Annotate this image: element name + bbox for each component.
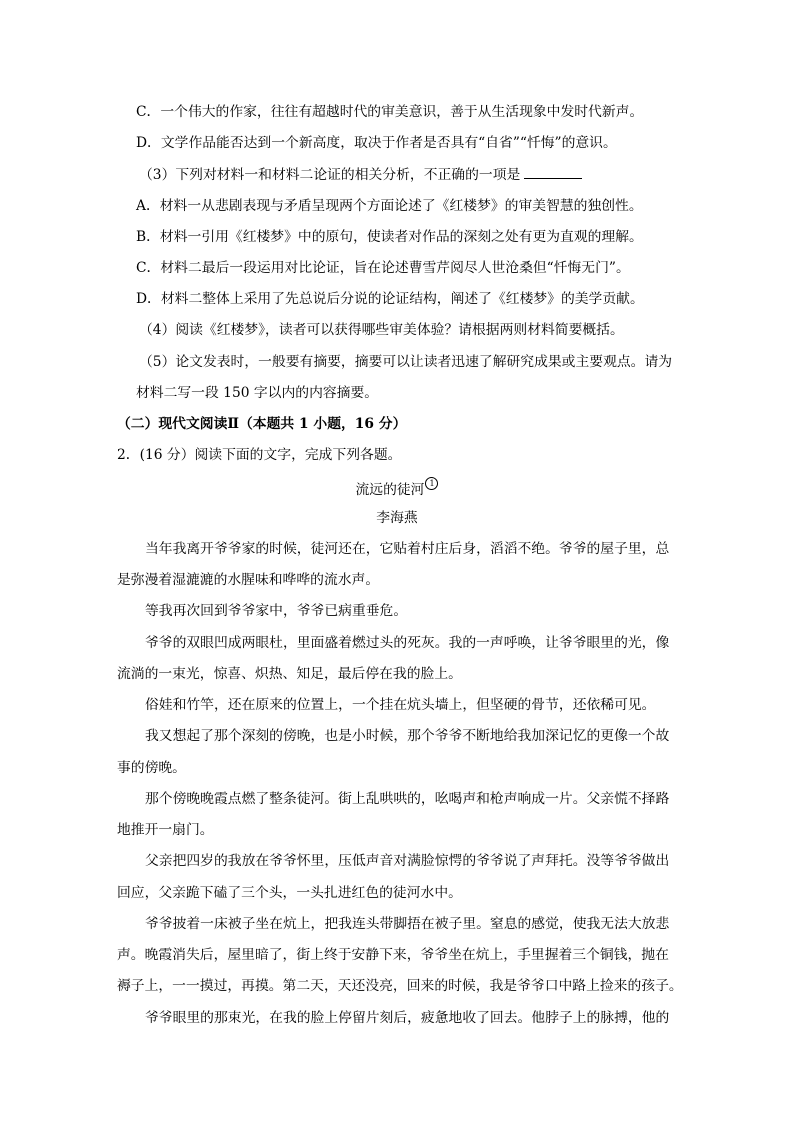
- story-line: 事的傍晚。: [117, 760, 186, 776]
- story-line: 父亲把四岁的我放在爷爷怀里，压低声音对满脸惊愕的爷爷说了声拜托。没等爷爷做出: [145, 853, 670, 869]
- answer-blank: [524, 164, 582, 179]
- story-line: 地推开一扇门。: [117, 822, 214, 838]
- q3-option-c: C．材料二最后一段运用对比论证，旨在论述曹雪芹阅尽人世沧桑但“忏悔无门”。: [136, 260, 630, 276]
- question-5-line-1: （5）论文发表时，一般要有摘要，摘要可以让读者迅速了解研究成果或主要观点。请为: [139, 354, 673, 370]
- section-heading: （二）现代文阅读Ⅱ（本题共 1 小题，16 分）: [117, 416, 407, 432]
- story-line: 等我再次回到爷爷家中，爷爷已病重垂危。: [145, 603, 408, 619]
- option-c: C．一个伟大的作家，往往有超越时代的审美意识，善于从生活现象中发时代新声。: [136, 104, 644, 120]
- q3-option-a: A．材料一从悲剧表现与矛盾呈现两个方面论述了《红楼梦》的审美智慧的独创性。: [136, 198, 643, 214]
- q3-option-d: D．材料二整体上采用了先总说后分说的论证结构，阐述了《红楼梦》的美学贡献。: [136, 291, 644, 307]
- story-line: 爷爷眼里的那束光，在我的脸上停留片刻后，疲惫地收了回去。他脖子上的脉搏，他的: [145, 1010, 670, 1026]
- story-author: 李海燕: [376, 510, 418, 526]
- story-line: 回应，父亲跪下磕了三个头，一头扎进红色的徒河水中。: [117, 885, 462, 901]
- story-line: 声。晚霞消失后，屋里暗了，街上终于安静下来，爷爷坐在炕上，手里握着三个铜钱，抛在: [117, 947, 669, 963]
- story-title: [0, 477, 794, 500]
- story-line: 我又想起了那个深刻的傍晚，也是小时候，那个爷爷不断地给我加深记忆的更像一个故: [145, 728, 670, 744]
- q3-option-b: B．材料一引用《红楼梦》中的原句，使读者对作品的深刻之处有更为直观的理解。: [136, 229, 643, 245]
- story-line: 褥子上，一一摸过，再摸。第二天，天还没亮，回来的时候，我是爷爷口中路上捡来的孩子。: [117, 978, 683, 994]
- question-5-line-2: 材料二写一段 150 字以内的内容摘要。: [136, 385, 379, 401]
- story-line: 爷爷的双眼凹成两眼杜，里面盛着燃过头的死灰。我的一声呼唤，让爷爷眼里的光，像: [145, 635, 670, 651]
- question-2-intro: 2．(16 分）阅读下面的文字，完成下列各题。: [117, 447, 402, 463]
- story-line: 俗娃和竹竿，还在原来的位置上，一个挂在炕头墙上，但坚硬的骨节，还依稀可见。: [145, 697, 656, 713]
- question-3-stem-text: （3）下列对材料一和材料二论证的相关分析，不正确的一项是: [139, 167, 521, 183]
- story-line: 当年我离开爷爷家的时候，徒河还在，它贴着村庄后身，滔滔不绝。爷爷的屋子里，总: [145, 541, 670, 557]
- question-4: （4）阅读《红楼梦》，读者可以获得哪些审美体验？请根据两则材料简要概括。: [139, 322, 624, 338]
- option-d: D．文学作品能否达到一个新高度，取决于作者是否具有“自省”“忏悔”的意识。: [136, 135, 617, 151]
- story-line: 爷爷披着一床被子坐在炕上，把我连头带脚捂在被子里。窒息的感觉，使我无法大放悲: [145, 916, 670, 932]
- question-3-stem: [0, 164, 794, 185]
- story-line: 流淌的一束光，惊喜、炽热、知足，最后停在我的脸上。: [117, 666, 462, 682]
- story-line: 那个傍晚晚霞点燃了整条徒河。街上乱哄哄的，吆喝声和枪声响成一片。父亲慌不择路: [145, 791, 670, 807]
- story-line: 是弥漫着湿漉漉的水腥味和哗哗的流水声。: [117, 572, 380, 588]
- story-title-text: 流远的徒河: [355, 482, 425, 498]
- footnote-marker: 1: [425, 477, 438, 490]
